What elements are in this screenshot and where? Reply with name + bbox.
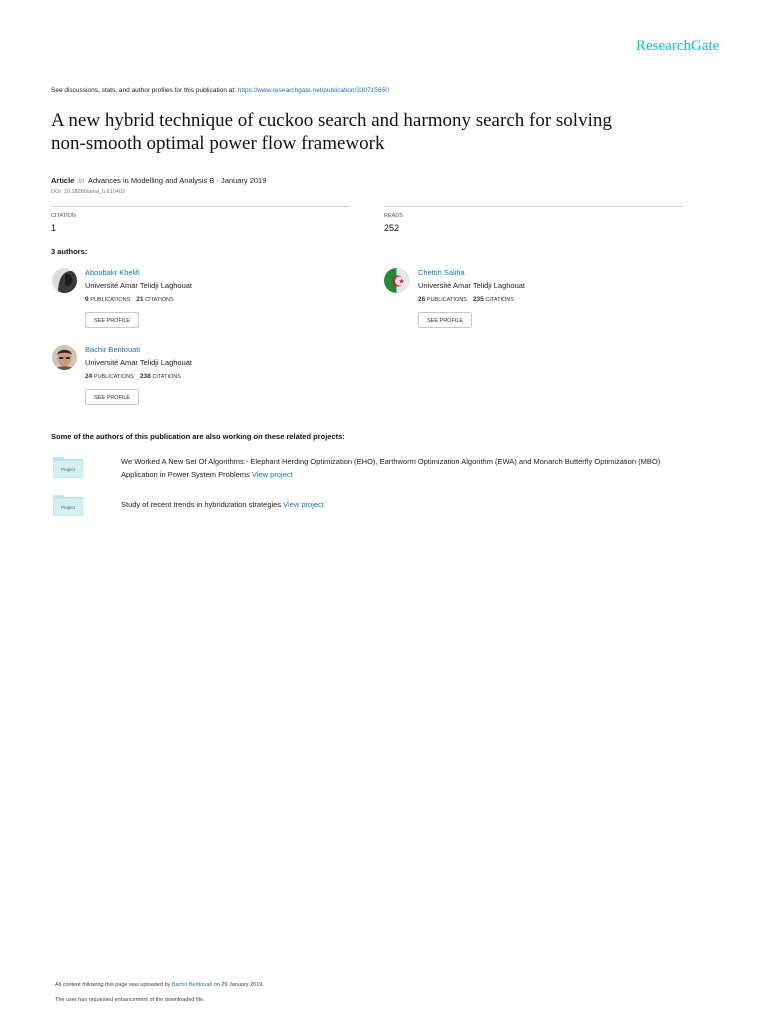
project-text-line-1: Study of recent trends in hybridization strategies xyxy=(121,500,284,509)
publication-type: Article xyxy=(51,176,75,185)
project-description xyxy=(121,456,721,481)
avatar-aboubakr-khelifi[interactable] xyxy=(52,268,77,293)
publications-label: PUBLICATIONS xyxy=(90,297,131,303)
publications-label: PUBLICATIONS xyxy=(426,297,467,303)
project-description xyxy=(121,499,721,512)
see-profile-button[interactable]: SEE PROFILE xyxy=(418,312,472,328)
reads-label: READS xyxy=(384,213,403,219)
view-project-link[interactable]: View project xyxy=(283,500,324,509)
project-text-line-2-content: Application in Power System Problems xyxy=(121,469,252,479)
citations-count: 235 xyxy=(472,296,484,303)
citation-count: 1 xyxy=(51,223,57,233)
publication-title xyxy=(51,109,711,155)
authors-heading: 3 authors: xyxy=(51,247,88,256)
project-folder-icon xyxy=(53,494,83,516)
citation-divider xyxy=(51,206,350,207)
citations-label: CITATIONS xyxy=(145,297,174,303)
publications-count: 24 xyxy=(85,373,93,380)
researchgate-logo[interactable]: ResearchGate xyxy=(636,38,720,54)
see-profile-button[interactable]: SEE PROFILE xyxy=(85,389,139,405)
citations-label: CITATIONS xyxy=(152,374,181,380)
discussion-line xyxy=(51,87,389,94)
publications-count: 9 xyxy=(85,296,89,303)
title-line-2: non-smooth optimal power flow framework xyxy=(51,133,385,154)
citations-count: 238 xyxy=(139,373,151,380)
reads-count: 252 xyxy=(384,223,400,233)
project-icon-label: Project xyxy=(60,467,76,472)
citations-count: 21 xyxy=(136,296,144,303)
upload-prefix: All content following this page was uploaded by xyxy=(55,982,172,988)
avatar-chettih-saliha[interactable] xyxy=(384,268,409,293)
author-institution: Université Amar Telidji Laghouat xyxy=(85,358,193,367)
citations-label: CITATIONS xyxy=(485,297,514,303)
publications-label: PUBLICATIONS xyxy=(93,374,134,380)
upload-suffix: on 29 January 2019. xyxy=(212,982,264,988)
publication-url-link[interactable]: https://www.researchgate.net/publication/330715650 xyxy=(237,87,389,94)
view-project-link[interactable]: View project xyxy=(251,469,293,479)
meta-separator: · xyxy=(214,176,221,185)
author-stats xyxy=(85,373,187,380)
author-institution: Université Amar Telidji Laghouat xyxy=(85,281,193,290)
doi: DOI: 10.18280/ama_b.610402 xyxy=(51,189,126,195)
project-folder-icon xyxy=(53,456,83,478)
upload-notice xyxy=(55,982,264,988)
see-profile-button[interactable]: SEE PROFILE xyxy=(85,312,139,328)
publications-count: 26 xyxy=(418,296,426,303)
author-institution: Université Amar Telidji Laghouat xyxy=(418,281,526,290)
author-stats xyxy=(85,296,180,303)
title-line-1: A new hybrid technique of cuckoo search and harmony search for solving xyxy=(51,110,612,131)
meta-in: in xyxy=(78,176,85,185)
citation-label: CITATION xyxy=(51,213,76,219)
author-name-link[interactable]: Chettih Saliha xyxy=(418,268,465,277)
reads-divider xyxy=(384,206,683,207)
journal-name: Advances in Modelling and Analysis B xyxy=(87,176,215,185)
project-text-line-1: We Worked A New Set Of Algorithms:- Elephant Herding Optimization (EHO), Earthworm Optimization Algorithm (EWA) and Monarch Butterfly Optimization (MBO) xyxy=(121,457,661,466)
project-icon-label: Project xyxy=(60,505,76,510)
author-stats xyxy=(418,296,520,303)
publication-date: January 2019 xyxy=(220,176,267,185)
discussion-prefix: See discussions, stats, and author profiles for this publication at: xyxy=(51,87,238,94)
author-name-link[interactable]: Aboubakr Khelifi xyxy=(85,268,140,277)
avatar-bachir-bentouati[interactable] xyxy=(52,345,77,370)
uploader-link[interactable]: Bachir Bentouati xyxy=(171,982,213,988)
project-text-line-2 xyxy=(121,469,721,482)
enhancement-notice: The user has requested enhancement of the downloaded file. xyxy=(55,997,205,1003)
publication-meta xyxy=(51,176,266,185)
related-projects-heading: Some of the authors of this publication are also working on these related projects: xyxy=(51,432,345,441)
author-name-link[interactable]: Bachir Bentouati xyxy=(85,345,141,354)
